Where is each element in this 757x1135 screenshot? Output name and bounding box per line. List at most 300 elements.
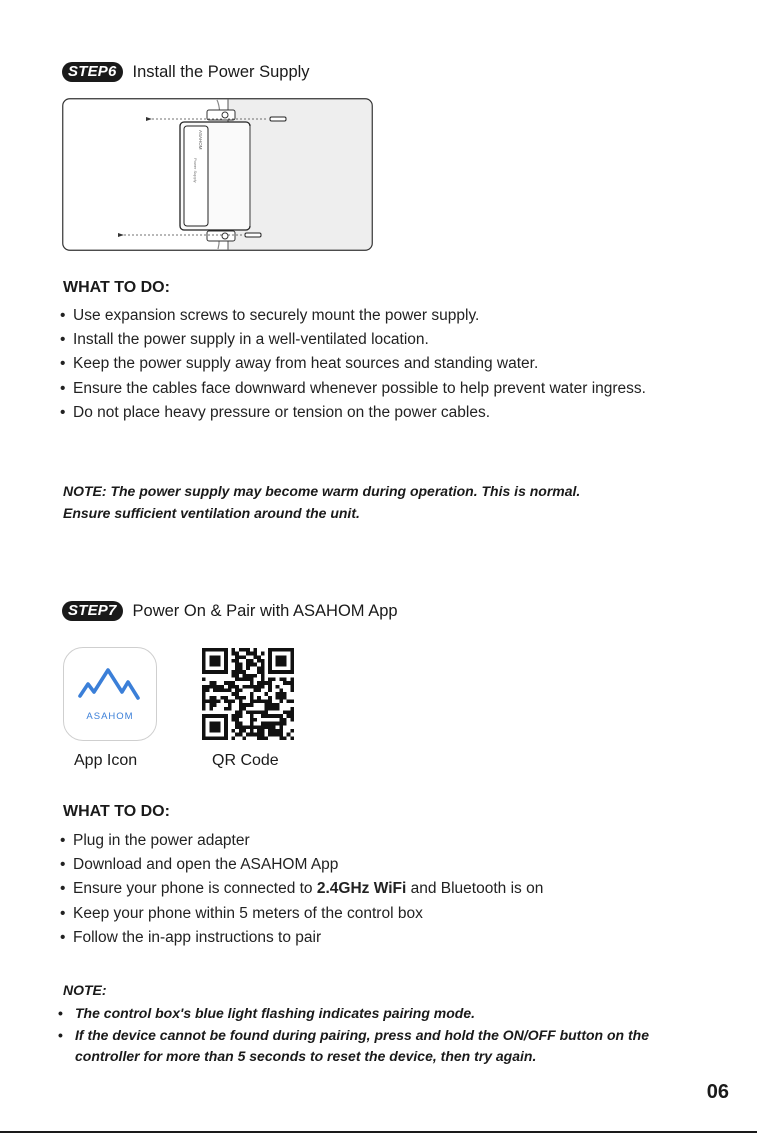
qr-module xyxy=(217,725,221,729)
qr-module xyxy=(246,733,250,737)
list-item: • Keep your phone within 5 meters of the control box xyxy=(60,902,720,926)
qr-module xyxy=(261,729,265,733)
qr-module xyxy=(257,729,261,733)
qr-module xyxy=(250,685,254,689)
qr-module xyxy=(202,648,206,652)
qr-module xyxy=(279,718,283,722)
step6-note-line2: Ensure sufficient ventilation around the unit. xyxy=(63,505,360,521)
step6-note xyxy=(63,480,703,524)
qr-module xyxy=(268,722,272,726)
list-item: • Do not place heavy pressure or tension on the power cables. xyxy=(60,401,720,425)
qr-module xyxy=(235,663,239,667)
qr-module xyxy=(209,648,213,652)
qr-module xyxy=(279,736,283,740)
qr-module xyxy=(213,663,217,667)
qr-module xyxy=(261,674,265,678)
list-item: • Keep the power supply away from heat sources and standing water. xyxy=(60,352,720,376)
qr-module xyxy=(235,722,239,726)
qr-module xyxy=(235,652,239,656)
qr-module xyxy=(231,729,235,733)
qr-module xyxy=(254,652,258,656)
qr-module xyxy=(257,700,261,704)
step6-badge: STEP6 xyxy=(62,62,123,82)
list-item: • Follow the in-app instructions to pair xyxy=(60,926,720,950)
qr-module xyxy=(224,663,228,667)
step7-badge: STEP7 xyxy=(62,601,123,621)
qr-module xyxy=(213,696,217,700)
step7-header xyxy=(62,601,398,621)
qr-module xyxy=(217,700,221,704)
qr-module xyxy=(202,718,206,722)
qr-module xyxy=(228,681,232,685)
qr-module xyxy=(220,714,224,718)
step7-note-heading: NOTE: xyxy=(63,982,107,998)
qr-module xyxy=(235,674,239,678)
qr-module xyxy=(268,729,272,733)
qr-module xyxy=(228,688,232,692)
step7-notes-list xyxy=(58,1003,698,1068)
qr-module xyxy=(242,685,246,689)
qr-module xyxy=(224,725,228,729)
qr-module xyxy=(257,666,261,670)
qr-module xyxy=(202,703,206,707)
qr-module xyxy=(261,733,265,737)
qr-module xyxy=(276,714,280,718)
qr-module xyxy=(257,736,261,740)
qr-module xyxy=(279,670,283,674)
list-item: • Download and open the ASAHOM App xyxy=(60,853,720,877)
qr-module xyxy=(279,688,283,692)
qr-module xyxy=(206,736,210,740)
qr-module xyxy=(246,666,250,670)
qr-module xyxy=(268,655,272,659)
qr-module xyxy=(257,688,261,692)
qr-module xyxy=(254,688,258,692)
qr-module xyxy=(209,700,213,704)
qr-module xyxy=(290,736,294,740)
qr-module xyxy=(242,648,246,652)
qr-module xyxy=(224,655,228,659)
qr-module xyxy=(217,648,221,652)
qr-module xyxy=(202,652,206,656)
qr-module xyxy=(239,729,243,733)
qr-module xyxy=(279,729,283,733)
qr-module xyxy=(250,700,254,704)
qr-module xyxy=(224,714,228,718)
wifi-text-after: and Bluetooth is on xyxy=(406,880,544,898)
qr-module xyxy=(272,703,276,707)
qr-module xyxy=(206,685,210,689)
qr-module xyxy=(202,736,206,740)
qr-module xyxy=(268,703,272,707)
qr-module xyxy=(246,659,250,663)
qr-module xyxy=(276,685,280,689)
qr-module xyxy=(239,677,243,681)
qr-module xyxy=(279,700,283,704)
qr-module xyxy=(272,707,276,711)
qr-module xyxy=(261,652,265,656)
qr-module xyxy=(231,736,235,740)
qr-module xyxy=(265,703,269,707)
qr-module xyxy=(242,696,246,700)
qr-module xyxy=(209,659,213,663)
qr-module xyxy=(279,696,283,700)
qr-module xyxy=(257,681,261,685)
qr-module xyxy=(217,685,221,689)
qr-module xyxy=(228,700,232,704)
qr-module xyxy=(276,655,280,659)
qr-module xyxy=(268,670,272,674)
qr-module xyxy=(231,674,235,678)
qr-module xyxy=(276,722,280,726)
qr-module xyxy=(231,714,235,718)
qr-module xyxy=(224,648,228,652)
qr-module xyxy=(250,692,254,696)
qr-module xyxy=(290,648,294,652)
qr-module xyxy=(224,700,228,704)
qr-module xyxy=(290,655,294,659)
qr-module xyxy=(231,700,235,704)
qr-module xyxy=(235,692,239,696)
qr-module xyxy=(206,648,210,652)
qr-module xyxy=(290,688,294,692)
qr-module xyxy=(265,681,269,685)
qr-module xyxy=(290,714,294,718)
qr-module xyxy=(242,674,246,678)
qr-module xyxy=(213,714,217,718)
qr-module xyxy=(250,681,254,685)
qr-module xyxy=(250,725,254,729)
qr-module xyxy=(283,655,287,659)
qr-module xyxy=(202,707,206,711)
qr-module xyxy=(246,703,250,707)
qr-module xyxy=(283,681,287,685)
qr-module xyxy=(224,729,228,733)
qr-module xyxy=(213,722,217,726)
qr-module xyxy=(254,655,258,659)
qr-module xyxy=(206,700,210,704)
qr-module xyxy=(235,714,239,718)
qr-module xyxy=(202,655,206,659)
qr-module xyxy=(276,663,280,667)
qr-module xyxy=(242,703,246,707)
qr-module xyxy=(209,663,213,667)
qr-module xyxy=(272,722,276,726)
qr-module xyxy=(268,700,272,704)
app-icon xyxy=(63,647,157,741)
qr-module xyxy=(257,733,261,737)
qr-module xyxy=(287,681,291,685)
qr-module xyxy=(228,703,232,707)
qr-module xyxy=(276,703,280,707)
qr-module xyxy=(239,666,243,670)
qr-module xyxy=(202,685,206,689)
qr-module xyxy=(254,700,258,704)
qr-module xyxy=(279,692,283,696)
qr-module xyxy=(209,707,213,711)
qr-module xyxy=(287,670,291,674)
qr-module xyxy=(290,659,294,663)
qr-module xyxy=(220,670,224,674)
qr-module xyxy=(268,688,272,692)
qr-module xyxy=(261,663,265,667)
qr-module xyxy=(228,707,232,711)
qr-module xyxy=(213,688,217,692)
qr-module xyxy=(265,722,269,726)
qr-module xyxy=(239,655,243,659)
qr-module xyxy=(254,648,258,652)
list-item: • Plug in the power adapter xyxy=(60,829,720,853)
qr-module xyxy=(276,659,280,663)
qr-module xyxy=(202,722,206,726)
qr-module xyxy=(242,707,246,711)
asahom-logo-icon xyxy=(64,648,156,740)
qr-module xyxy=(279,659,283,663)
qr-module xyxy=(235,711,239,715)
qr-module xyxy=(283,711,287,715)
qr-module xyxy=(261,685,265,689)
qr-module xyxy=(220,696,224,700)
qr-module xyxy=(257,659,261,663)
qr-module xyxy=(250,659,254,663)
qr-module xyxy=(242,725,246,729)
qr-module xyxy=(235,696,239,700)
qr-module xyxy=(217,655,221,659)
list-item: • If the device cannot be found during pairing, press and hold the ON/OFF button on the controller for more than 5 seconds to reset the device, then try again. xyxy=(58,1025,698,1068)
qr-module xyxy=(250,652,254,656)
qr-module xyxy=(268,648,272,652)
step7-title: Power On & Pair with ASAHOM App xyxy=(132,601,398,620)
qr-module xyxy=(283,692,287,696)
qr-module xyxy=(287,700,291,704)
qr-module xyxy=(279,648,283,652)
qr-module xyxy=(254,674,258,678)
qr-module xyxy=(202,677,206,681)
qr-module xyxy=(279,655,283,659)
qr-module xyxy=(261,714,265,718)
qr-module xyxy=(261,736,265,740)
qr-module xyxy=(250,714,254,718)
qr-module xyxy=(239,670,243,674)
qr-module xyxy=(239,700,243,704)
qr-module xyxy=(290,729,294,733)
qr-module xyxy=(257,655,261,659)
qr-module xyxy=(224,670,228,674)
step7-instructions-list xyxy=(60,829,720,950)
qr-module xyxy=(265,714,269,718)
qr-module xyxy=(287,711,291,715)
qr-module xyxy=(290,666,294,670)
qr-module xyxy=(209,714,213,718)
qr-module xyxy=(220,648,224,652)
qr-module xyxy=(290,685,294,689)
qr-module xyxy=(239,733,243,737)
qr-module xyxy=(268,696,272,700)
qr-module xyxy=(261,666,265,670)
qr-module xyxy=(261,722,265,726)
qr-module xyxy=(231,648,235,652)
qr-module xyxy=(202,692,206,696)
qr-module xyxy=(287,648,291,652)
qr-module xyxy=(202,733,206,737)
qr-module xyxy=(257,725,261,729)
qr-module xyxy=(279,714,283,718)
qr-module xyxy=(268,652,272,656)
qr-module xyxy=(254,663,258,667)
qr-module xyxy=(239,722,243,726)
qr-module xyxy=(231,718,235,722)
qr-module xyxy=(209,655,213,659)
qr-module xyxy=(290,681,294,685)
qr-module xyxy=(220,736,224,740)
qr-module xyxy=(268,663,272,667)
qr-module xyxy=(261,670,265,674)
qr-module xyxy=(250,696,254,700)
qr-module xyxy=(242,670,246,674)
qr-module xyxy=(224,666,228,670)
qr-module xyxy=(246,674,250,678)
wifi-text-before: Ensure your phone is connected to xyxy=(73,880,317,898)
qr-module xyxy=(235,670,239,674)
qr-module xyxy=(202,663,206,667)
qr-module xyxy=(235,718,239,722)
qr-module xyxy=(257,670,261,674)
qr-module xyxy=(283,736,287,740)
qr-module xyxy=(239,648,243,652)
qr-module xyxy=(217,659,221,663)
qr-module xyxy=(272,670,276,674)
qr-module xyxy=(213,685,217,689)
qr-module xyxy=(250,677,254,681)
qr-module xyxy=(290,711,294,715)
qr-module xyxy=(224,736,228,740)
qr-module xyxy=(279,725,283,729)
qr-module xyxy=(246,685,250,689)
qr-module xyxy=(268,733,272,737)
qr-module xyxy=(261,677,265,681)
qr-module xyxy=(235,725,239,729)
qr-module xyxy=(217,736,221,740)
qr-module xyxy=(206,688,210,692)
list-item: • Install the power supply in a well-ventilated location. xyxy=(60,328,720,352)
qr-module xyxy=(290,718,294,722)
qr-module xyxy=(246,711,250,715)
qr-module xyxy=(276,670,280,674)
device-label-text: Power Supply xyxy=(193,158,198,183)
qr-module xyxy=(261,711,265,715)
qr-module xyxy=(202,714,206,718)
qr-module xyxy=(268,685,272,689)
qr-module xyxy=(224,733,228,737)
qr-module xyxy=(268,681,272,685)
qr-module xyxy=(235,659,239,663)
device-label-brand: ASAHOM xyxy=(198,130,203,150)
qr-module xyxy=(283,677,287,681)
qr-module xyxy=(246,725,250,729)
qr-module xyxy=(279,663,283,667)
qr-module xyxy=(279,677,283,681)
qr-module xyxy=(213,659,217,663)
qr-module xyxy=(265,707,269,711)
qr-module xyxy=(272,733,276,737)
qr-module xyxy=(265,725,269,729)
qr-module xyxy=(239,711,243,715)
qr-module xyxy=(235,685,239,689)
qr-module xyxy=(246,663,250,667)
qr-module xyxy=(265,700,269,704)
qr-module xyxy=(213,725,217,729)
qr-module xyxy=(209,722,213,726)
step6-what-to-do-heading: WHAT TO DO: xyxy=(63,279,170,296)
qr-module xyxy=(279,733,283,737)
qr-module xyxy=(254,725,258,729)
qr-module xyxy=(224,659,228,663)
qr-module xyxy=(231,670,235,674)
step6-note-line1: NOTE: The power supply may become warm during operation. This is normal. xyxy=(63,483,581,499)
qr-module xyxy=(239,725,243,729)
qr-module xyxy=(213,736,217,740)
step6-header xyxy=(62,62,310,82)
qr-module xyxy=(224,681,228,685)
qr-module xyxy=(265,711,269,715)
qr-module xyxy=(242,655,246,659)
qr-module xyxy=(217,688,221,692)
qr-module xyxy=(235,666,239,670)
qr-module xyxy=(257,696,261,700)
qr-module xyxy=(276,707,280,711)
qr-module xyxy=(287,733,291,737)
qr-module xyxy=(220,685,224,689)
qr-module xyxy=(239,688,243,692)
qr-module xyxy=(217,722,221,726)
step7-what-to-do-heading: WHAT TO DO: xyxy=(63,803,170,820)
qr-module xyxy=(250,729,254,733)
qr-module xyxy=(202,670,206,674)
qr-module xyxy=(231,685,235,689)
qr-module xyxy=(276,733,280,737)
qr-module xyxy=(217,714,221,718)
qr-module xyxy=(202,700,206,704)
qr-module xyxy=(239,696,243,700)
qr-module xyxy=(276,729,280,733)
qr-module xyxy=(235,688,239,692)
qr-module xyxy=(272,714,276,718)
qr-module xyxy=(268,707,272,711)
bottom-rule xyxy=(0,1131,757,1133)
qr-module xyxy=(250,718,254,722)
qr-module xyxy=(279,722,283,726)
wifi-highlight: 2.4GHz WiFi xyxy=(316,880,407,898)
qr-module xyxy=(290,700,294,704)
step6-instructions-list xyxy=(60,304,720,425)
qr-module xyxy=(250,711,254,715)
qr-code xyxy=(202,648,294,740)
qr-module xyxy=(235,677,239,681)
qr-module xyxy=(242,736,246,740)
qr-module xyxy=(224,707,228,711)
qr-module xyxy=(283,659,287,663)
qr-module xyxy=(206,714,210,718)
qr-module xyxy=(231,681,235,685)
qr-module xyxy=(213,729,217,733)
qr-module xyxy=(246,648,250,652)
qr-module xyxy=(250,722,254,726)
list-item-wifi xyxy=(60,877,720,901)
list-item: • Use expansion screws to securely mount the power supply. xyxy=(60,304,720,328)
qr-module xyxy=(250,674,254,678)
qr-module xyxy=(209,670,213,674)
qr-module xyxy=(213,700,217,704)
